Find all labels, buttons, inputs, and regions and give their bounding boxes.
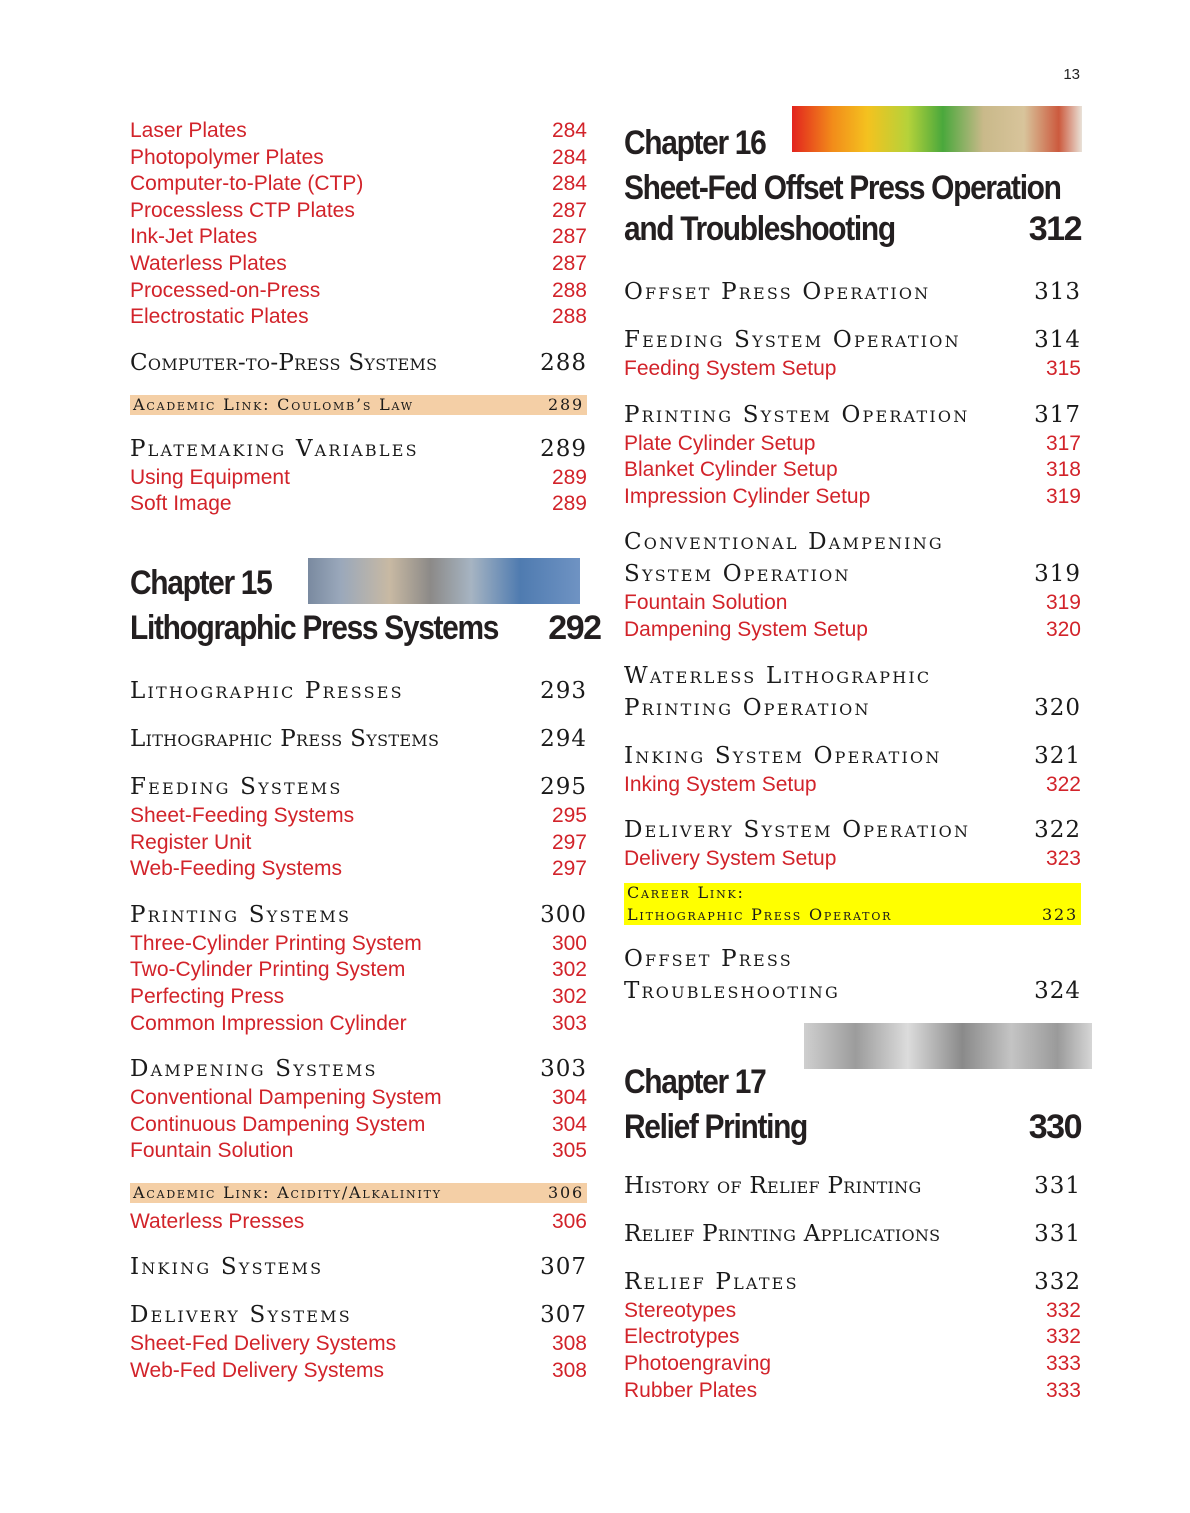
chapter-15-header: [130, 558, 587, 608]
building-photo-icon: [308, 558, 580, 604]
toc-entry[interactable]: Fountain Solution 319: [624, 591, 1081, 615]
section-delivery-systems[interactable]: Delivery Systems 307: [130, 1302, 587, 1329]
toc-entry[interactable]: Two-Cylinder Printing System 302: [130, 958, 587, 982]
section-delivery-system-operation[interactable]: Delivery System Operation 322: [624, 817, 1081, 844]
section-history-relief[interactable]: History of Relief Printing 331: [624, 1172, 1081, 1199]
section-feeding-system-operation[interactable]: Feeding System Operation 314: [624, 327, 1081, 353]
toc-entry[interactable]: Laser Plates 284: [130, 119, 587, 142]
section-conventional-dampening[interactable]: Conventional Dampening System Operation 319: [624, 529, 1081, 588]
toc-entry[interactable]: Processed-on-Press 288: [130, 278, 587, 302]
chapter-17-header: [624, 1057, 1081, 1107]
section-lithographic-press-systems[interactable]: Lithographic Press Systems 294: [130, 725, 587, 752]
right-column: [624, 118, 1081, 1404]
toc-entry[interactable]: Electrotypes 332: [624, 1325, 1081, 1349]
toc-entry[interactable]: Photoengraving 333: [624, 1351, 1081, 1375]
chapter-15-label: Chapter 15: [130, 563, 272, 602]
toc-entry[interactable]: Waterless Presses 306: [130, 1209, 587, 1233]
toc-entry[interactable]: Using Equipment 289: [130, 465, 587, 489]
chapter-16-title[interactable]: Sheet-Fed Offset Press Operation and Troubleshooting 312: [624, 169, 1081, 248]
section-relief-applications[interactable]: Relief Printing Applications 331: [624, 1220, 1081, 1247]
toc-entry[interactable]: Inking System Setup 322: [624, 772, 1081, 796]
section-computer-to-press[interactable]: Computer-to-Press Systems 288: [130, 349, 587, 376]
toc-entry[interactable]: Three-Cylinder Printing System 300: [130, 931, 587, 955]
section-inking-systems[interactable]: Inking Systems 307: [130, 1254, 587, 1281]
academic-link-acidity[interactable]: Academic Link: Acidity/Alkalinity 306: [130, 1183, 587, 1203]
academic-link-coulomb[interactable]: Academic Link: Coulomb’s Law 289: [130, 395, 587, 415]
section-feeding-systems[interactable]: Feeding Systems 295: [130, 773, 587, 800]
toc-entry[interactable]: Computer-to-Plate (CTP) 284: [130, 172, 587, 196]
career-link-press-operator[interactable]: Career Link: Lithographic Press Operator 323: [624, 883, 1081, 925]
toc-entry[interactable]: Impression Cylinder Setup 319: [624, 484, 1081, 508]
page-number: 13: [1063, 66, 1080, 83]
toc-entry[interactable]: Web-Fed Delivery Systems 308: [130, 1359, 587, 1383]
chapter-15-title[interactable]: Lithographic Press Systems 292: [130, 608, 601, 647]
toc-entry[interactable]: Processless CTP Plates 287: [130, 198, 587, 222]
section-waterless-lithographic[interactable]: Waterless Lithographic Printing Operation 320: [624, 662, 1081, 721]
chapter-16-label: Chapter 16: [624, 124, 766, 162]
chapter-16-header: [624, 118, 1081, 168]
chapter-17-title[interactable]: Relief Printing 330: [624, 1107, 1081, 1146]
section-relief-plates[interactable]: Relief Plates 332: [624, 1268, 1081, 1295]
toc-entry[interactable]: Fountain Solution 305: [130, 1139, 587, 1163]
toc-entry[interactable]: Sheet-Fed Delivery Systems 308: [130, 1332, 587, 1356]
toc-entry[interactable]: Rubber Plates 333: [624, 1378, 1081, 1402]
toc-entry[interactable]: Sheet-Feeding Systems 295: [130, 803, 587, 827]
section-inking-system-operation[interactable]: Inking System Operation 321: [624, 742, 1081, 769]
toc-entry[interactable]: Photopolymer Plates 284: [130, 145, 587, 169]
toc-entry[interactable]: Stereotypes 332: [624, 1298, 1081, 1322]
relief-plate-photo-icon: [804, 1023, 1092, 1069]
toc-entry[interactable]: Blanket Cylinder Setup 318: [624, 458, 1081, 482]
toc-entry[interactable]: Electrostatic Plates 288: [130, 305, 587, 329]
section-offset-troubleshooting[interactable]: Offset Press Troubleshooting 324: [624, 945, 1081, 1004]
toc-entry[interactable]: Ink-Jet Plates 287: [130, 225, 587, 249]
section-platemaking-variables[interactable]: Platemaking Variables 289: [130, 435, 587, 462]
toc-entry[interactable]: Waterless Plates 287: [130, 251, 587, 275]
toc-entry[interactable]: Conventional Dampening System 304: [130, 1086, 587, 1110]
toc-entry[interactable]: Common Impression Cylinder 303: [130, 1011, 587, 1035]
left-column: [130, 118, 601, 1385]
toc-entry[interactable]: Continuous Dampening System 304: [130, 1112, 587, 1136]
toc-entry[interactable]: Register Unit 297: [130, 830, 587, 854]
toc-entry[interactable]: Plate Cylinder Setup 317: [624, 431, 1081, 455]
toc-entry[interactable]: Web-Feeding Systems 297: [130, 857, 587, 881]
toc-entry[interactable]: Delivery System Setup 323: [624, 847, 1081, 871]
section-printing-system-operation[interactable]: Printing System Operation 317: [624, 401, 1081, 428]
section-printing-systems[interactable]: Printing Systems 300: [130, 901, 587, 928]
section-dampening-systems[interactable]: Dampening Systems 303: [130, 1056, 587, 1083]
toc-entry[interactable]: Soft Image 289: [130, 492, 587, 516]
toc-entry[interactable]: Feeding System Setup 315: [624, 357, 1081, 380]
section-lithographic-presses[interactable]: Lithographic Presses 293: [130, 677, 587, 704]
top-subsections-list: [130, 118, 587, 331]
toc-entry[interactable]: Perfecting Press 302: [130, 984, 587, 1008]
section-offset-press-operation[interactable]: Offset Press Operation 313: [624, 279, 1081, 305]
toc-entry[interactable]: Dampening System Setup 320: [624, 617, 1081, 641]
ink-press-photo-icon: [792, 106, 1082, 152]
chapter-17-label: Chapter 17: [624, 1062, 766, 1101]
